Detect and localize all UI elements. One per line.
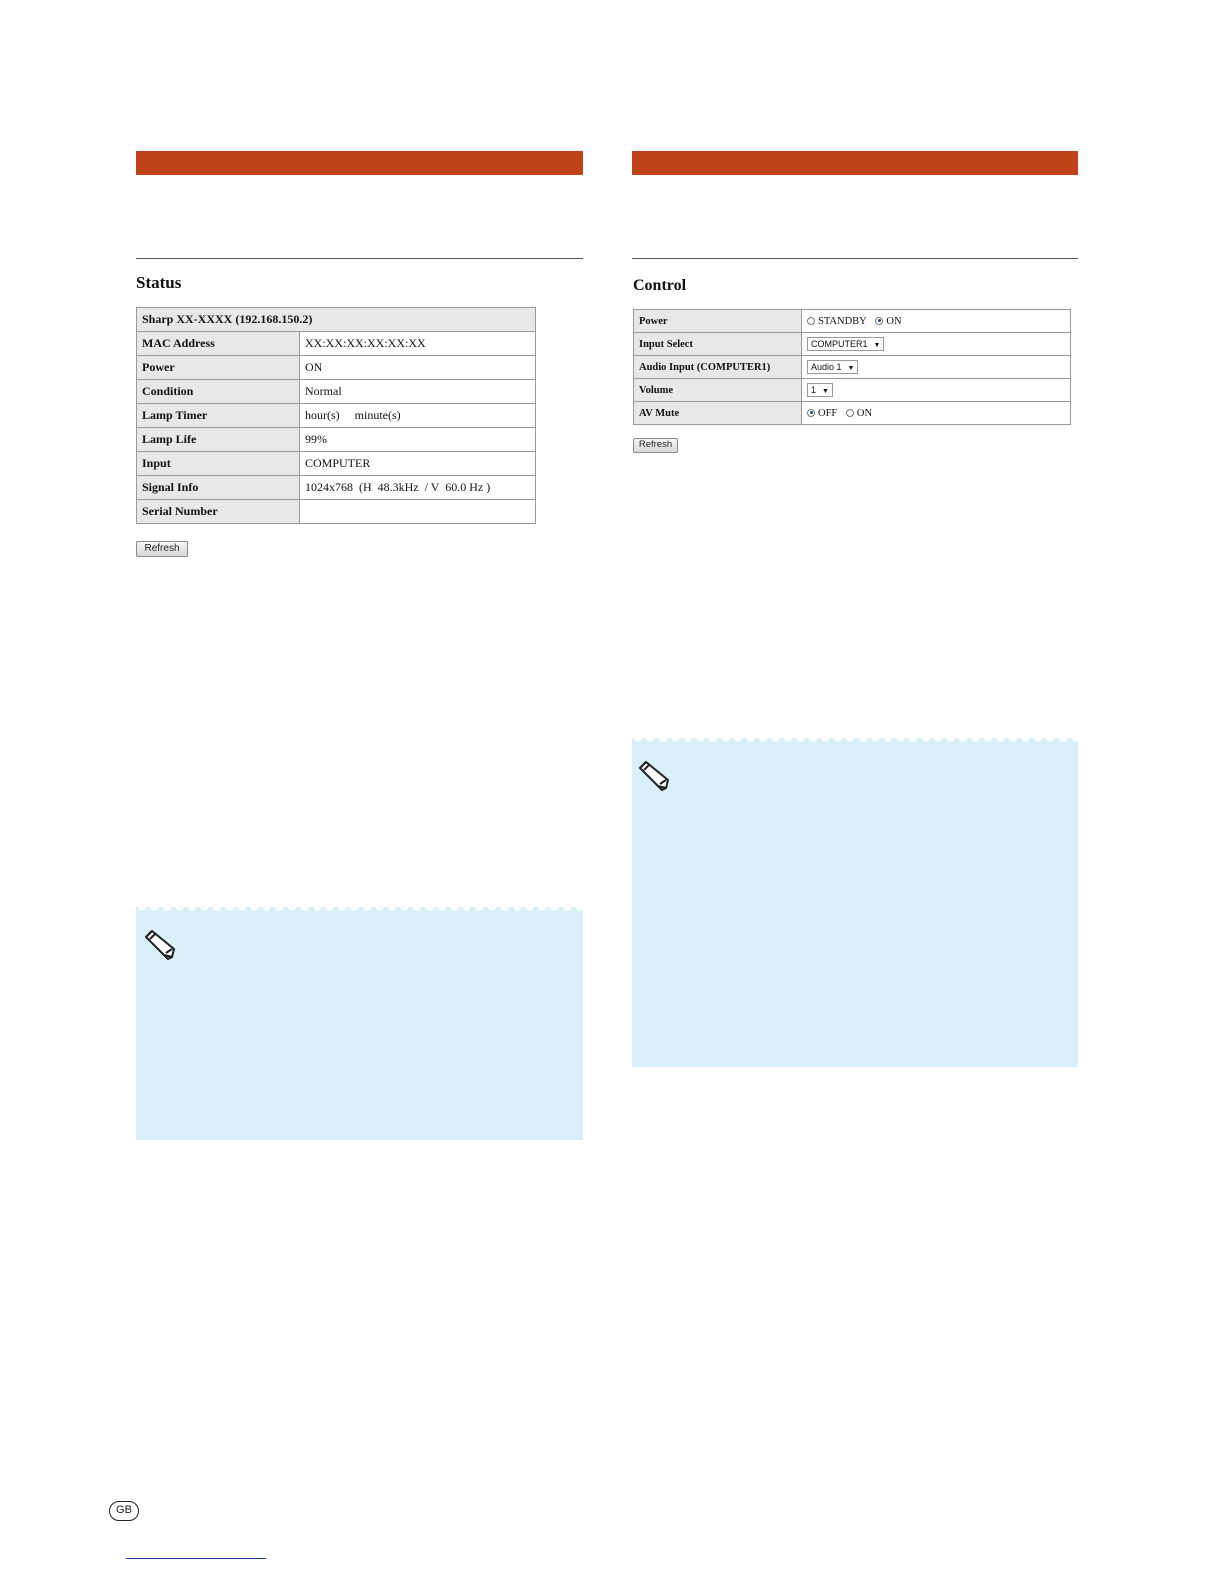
region-badge: GB (109, 1501, 139, 1521)
left-accent-bar (136, 151, 583, 175)
table-row (137, 476, 536, 500)
power-on-radio[interactable] (875, 317, 883, 325)
standby-radio-label: STANDBY (818, 315, 867, 327)
control-refresh-button[interactable]: Refresh (633, 438, 678, 453)
status-title: Status (136, 273, 182, 292)
left-divider (136, 258, 583, 259)
control-title: Control (633, 277, 687, 294)
lamp-life-label: Lamp Life (137, 428, 300, 452)
volume-dropdown[interactable] (807, 383, 833, 397)
lamp-timer-value: hour(s) minute(s) (300, 404, 536, 428)
status-table (136, 307, 536, 524)
chevron-down-icon: ▼ (873, 342, 881, 349)
condition-value: Normal (300, 380, 536, 404)
av-mute-on-radio[interactable] (846, 409, 854, 417)
note-scalloped-edge (136, 907, 583, 915)
note-scalloped-edge (632, 738, 1078, 746)
status-refresh-button[interactable]: Refresh (136, 541, 188, 557)
av-mute-label: AV Mute (634, 402, 802, 425)
table-row (137, 404, 536, 428)
audio-input-dropdown[interactable] (807, 360, 858, 374)
mac-address-value: XX:XX:XX:XX:XX:XX (300, 332, 536, 356)
signal-info-value: 1024x768 (H 48.3kHz / V 60.0 Hz ) (300, 476, 536, 500)
input-label: Input (137, 452, 300, 476)
table-row (634, 356, 1071, 379)
table-row (634, 379, 1071, 402)
lamp-life-value: 99% (300, 428, 536, 452)
table-row (137, 356, 536, 380)
audio-input-value: Audio 1 (811, 362, 842, 372)
table-row (137, 452, 536, 476)
volume-label: Volume (634, 379, 802, 402)
right-note-box (632, 738, 1078, 1067)
table-row (634, 310, 1071, 333)
power-on-radio-label: ON (886, 315, 902, 327)
volume-value: 1 (811, 385, 817, 395)
table-row (634, 333, 1071, 356)
audio-input-label: Audio Input (COMPUTER1) (634, 356, 802, 379)
pencil-icon (144, 927, 190, 963)
status-header-row (137, 308, 536, 332)
av-mute-off-radio[interactable] (807, 409, 815, 417)
device-name-cell: Sharp XX-XXXX (192.168.150.2) (137, 308, 536, 332)
condition-label: Condition (137, 380, 300, 404)
input-select-cell (802, 333, 1071, 356)
input-select-value: COMPUTER1 (811, 339, 868, 349)
pencil-icon (638, 758, 684, 794)
volume-cell (802, 379, 1071, 402)
standby-radio[interactable] (807, 317, 815, 325)
power-value: ON (300, 356, 536, 380)
av-mute-on-label: ON (856, 407, 873, 419)
table-row (137, 380, 536, 404)
mac-address-label: MAC Address (137, 332, 300, 356)
right-divider (632, 258, 1078, 259)
lamp-timer-label: Lamp Timer (137, 404, 300, 428)
av-mute-off-label: OFF (818, 407, 838, 419)
serial-number-label: Serial Number (137, 500, 300, 524)
signal-info-label: Signal Info (137, 476, 300, 500)
control-power-value (802, 310, 1071, 333)
table-row (137, 332, 536, 356)
input-value: COMPUTER (300, 452, 536, 476)
chevron-down-icon: ▼ (847, 365, 855, 372)
page-number-underline (126, 1558, 266, 1559)
left-note-box (136, 907, 583, 1140)
audio-input-cell (802, 356, 1071, 379)
input-select-dropdown[interactable] (807, 337, 884, 351)
right-accent-bar (632, 151, 1078, 175)
input-select-label: Input Select (634, 333, 802, 356)
power-label: Power (137, 356, 300, 380)
serial-number-value (300, 500, 536, 524)
av-mute-value (802, 402, 1071, 425)
table-row (137, 428, 536, 452)
control-table (633, 309, 1071, 425)
control-power-label: Power (634, 310, 802, 333)
table-row (634, 402, 1071, 425)
chevron-down-icon: ▼ (822, 388, 829, 395)
table-row (137, 500, 536, 524)
